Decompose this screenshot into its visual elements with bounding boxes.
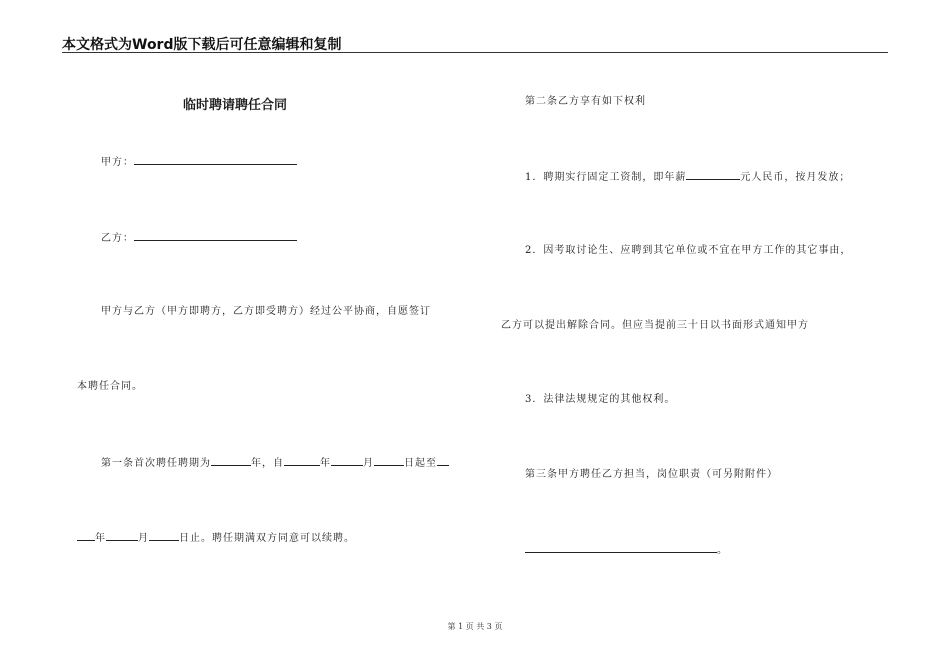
article3-title: 第三条甲方聘任乙方担当，岗位职责（可另附附件） <box>525 469 778 480</box>
article2-item1 <box>525 169 850 185</box>
header-divider <box>62 52 888 53</box>
intro-line-1: 甲方与乙方（甲方即聘方，乙方即受聘方）经过公平协商，自愿签订 <box>101 306 431 317</box>
start-day-blank <box>374 455 404 466</box>
article3-end: 。 <box>717 545 728 556</box>
article1-text-6: 年 <box>95 533 106 544</box>
party-b-line <box>101 230 297 246</box>
end-day-blank <box>149 530 179 541</box>
page-header-text: 本文格式为Word版下载后可任意编辑和复制 <box>62 37 342 53</box>
party-a-blank <box>134 154 297 165</box>
start-month-blank <box>331 455 363 466</box>
party-b-blank <box>134 230 297 241</box>
end-year-blank-end <box>77 530 95 541</box>
annual-salary-blank <box>686 169 740 180</box>
party-a-label: 甲方： <box>101 157 134 168</box>
term-years-blank <box>211 455 251 466</box>
article1-text-1: 第一条首次聘任聘期为 <box>101 458 211 469</box>
article1-line-2 <box>77 530 355 546</box>
article1-text-4: 月 <box>363 458 374 469</box>
article1-line-1 <box>101 455 449 471</box>
article1-text-3: 年 <box>320 458 331 469</box>
party-b-label: 乙方： <box>101 233 134 244</box>
article2-title: 第二条乙方享有如下权利 <box>525 96 646 107</box>
article2-item3: 3．法律法规规定的其他权利。 <box>525 394 676 405</box>
item1-text-1: 1．聘期实行固定工资制，即年薪 <box>525 172 687 183</box>
document-title: 临时聘请聘任合同 <box>182 98 287 113</box>
article1-text-5: 日起至 <box>404 458 437 469</box>
article2-item2-line1: 2．因考取讨论生、应聘到其它单位或不宜在甲方工作的其它事由， <box>525 245 852 256</box>
intro-line-2: 本聘任合同。 <box>77 381 143 392</box>
start-year-blank <box>284 455 320 466</box>
article1-text-7: 月 <box>138 533 149 544</box>
end-month-blank <box>106 530 138 541</box>
end-year-blank-start <box>437 455 449 466</box>
article2-item2-line2: 乙方可以提出解除合同。但应当提前三十日以书面形式通知甲方 <box>501 320 809 331</box>
item1-text-2: 元人民币，按月发放； <box>740 172 851 183</box>
party-a-line <box>101 154 297 170</box>
article1-text-8: 日止。聘任期满双方同意可以续聘。 <box>179 533 355 544</box>
page-number: 第 1 页 共 3 页 <box>447 622 503 631</box>
article3-duties-line <box>525 542 728 558</box>
article1-text-2: 年，自 <box>251 458 284 469</box>
duties-blank <box>525 542 717 553</box>
